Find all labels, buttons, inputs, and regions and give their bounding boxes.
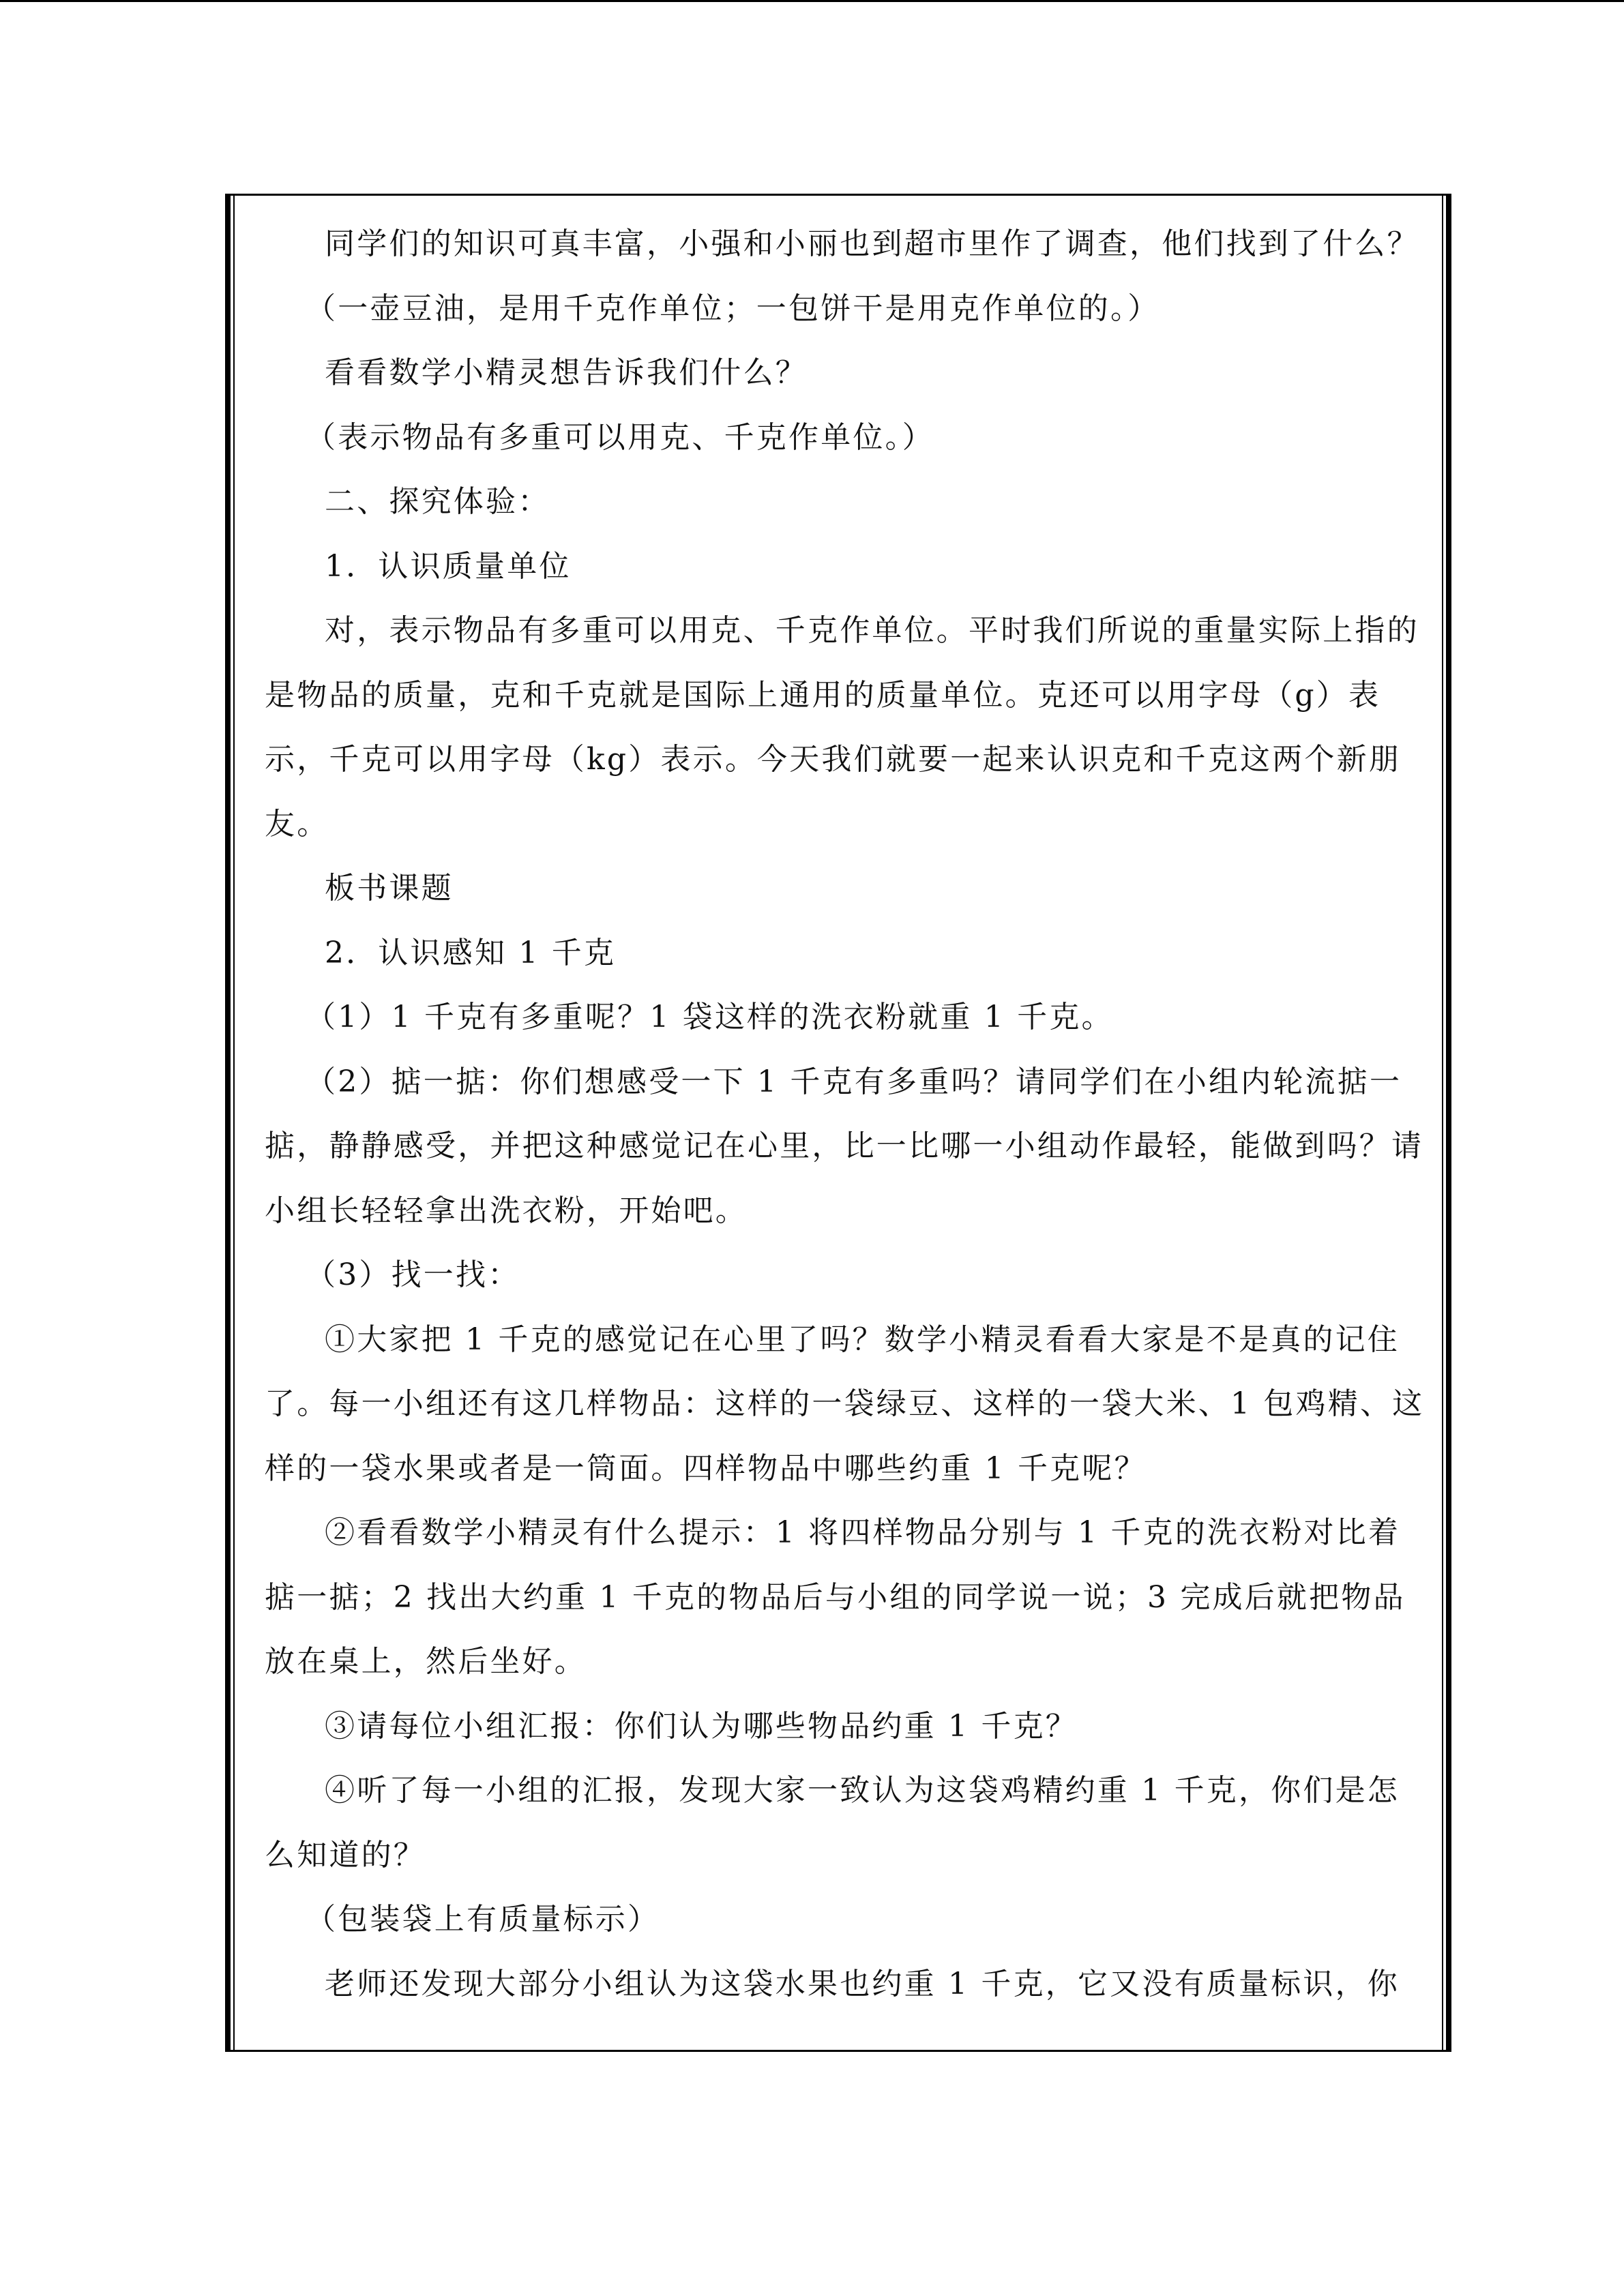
paragraph-find-item-4: ④听了每一小组的汇报，发现大家一致认为这袋鸡精约重 1 千克，你们是怎么知道的？ <box>265 1773 1400 1873</box>
page-top-rule <box>0 0 1624 2</box>
paragraph-find-item-3: ③请每位小组汇报：你们认为哪些物品约重 1 千克？ <box>325 1708 1078 1744</box>
paragraph-step-3-heading: （3）找一找： <box>306 1257 520 1292</box>
paragraph-answer-units: （表示物品有多重可以用克、千克作单位。） <box>306 419 934 455</box>
lesson-text-body <box>265 212 1430 2050</box>
subheading-perceive-1kg: 2．认识感知 1 千克 <box>325 935 617 970</box>
paragraph-find-item-2: ②看看数学小精灵有什么提示：1 将四样物品分别与 1 千克的洗衣粉对比着掂一掂；2 找出大约重 1 千克的物品后与小组的同学说一说；3 完成后就把物品放在桌上，然后坐好。 <box>265 1515 1406 1679</box>
paragraph-fruit-question: 老师还发现大部分小组认为这袋水果也约重 1 千克，它又没有质量标识，你 <box>325 1966 1400 2001</box>
paragraph-sprite-question: 看看数学小精灵想告诉我们什么？ <box>325 355 808 390</box>
paragraph-step-2: （2）掂一掂：你们想感受一下 1 千克有多重吗？请同学们在小组内轮流掂一掂，静静感受，并把这种感觉记在心里，比一比哪一小组动作最轻，能做到吗？请小组长轻轻拿出洗衣粉，开始吧。 <box>265 1064 1424 1228</box>
subheading-mass-units: 1．认识质量单位 <box>325 548 572 584</box>
table-cell-frame <box>225 194 1451 2052</box>
paragraph-intro-question: 同学们的知识可真丰富，小强和小丽也到超市里作了调查，他们找到了什么？ <box>325 226 1419 261</box>
paragraph-step-1: （1）1 千克有多重呢？1 袋这样的洗衣粉就重 1 千克。 <box>306 1000 1114 1034</box>
paragraph-blackboard-title: 板书课题 <box>325 871 454 906</box>
paragraph-packaging-label: （包装袋上有质量标示） <box>306 1902 660 1937</box>
paragraph-mass-units-explanation: 对，表示物品有多重可以用克、千克作单位。平时我们所说的重量实际上指的是物品的质量，克和千克就是国际上通用的质量单位。克还可以用字母（g）表示，千克可以用字母（kg）表示。今天我们就要一起来认识克和千克这两个新朋友。 <box>265 613 1419 841</box>
section-heading-explore: 二、探究体验： <box>325 484 550 519</box>
paragraph-find-item-1: ①大家把 1 千克的感觉记在心里了吗？数学小精灵看看大家是不是真的记住了。每一小组还有这几样物品：这样的一袋绿豆、这样的一袋大米、1 包鸡精、这样的一袋水果或者是一筒面。四样物品中哪些约重 1 千克呢？ <box>265 1322 1425 1486</box>
paragraph-answer-oil-biscuit: （一壶豆油，是用千克作单位；一包饼干是用克作单位的。） <box>306 290 1160 326</box>
